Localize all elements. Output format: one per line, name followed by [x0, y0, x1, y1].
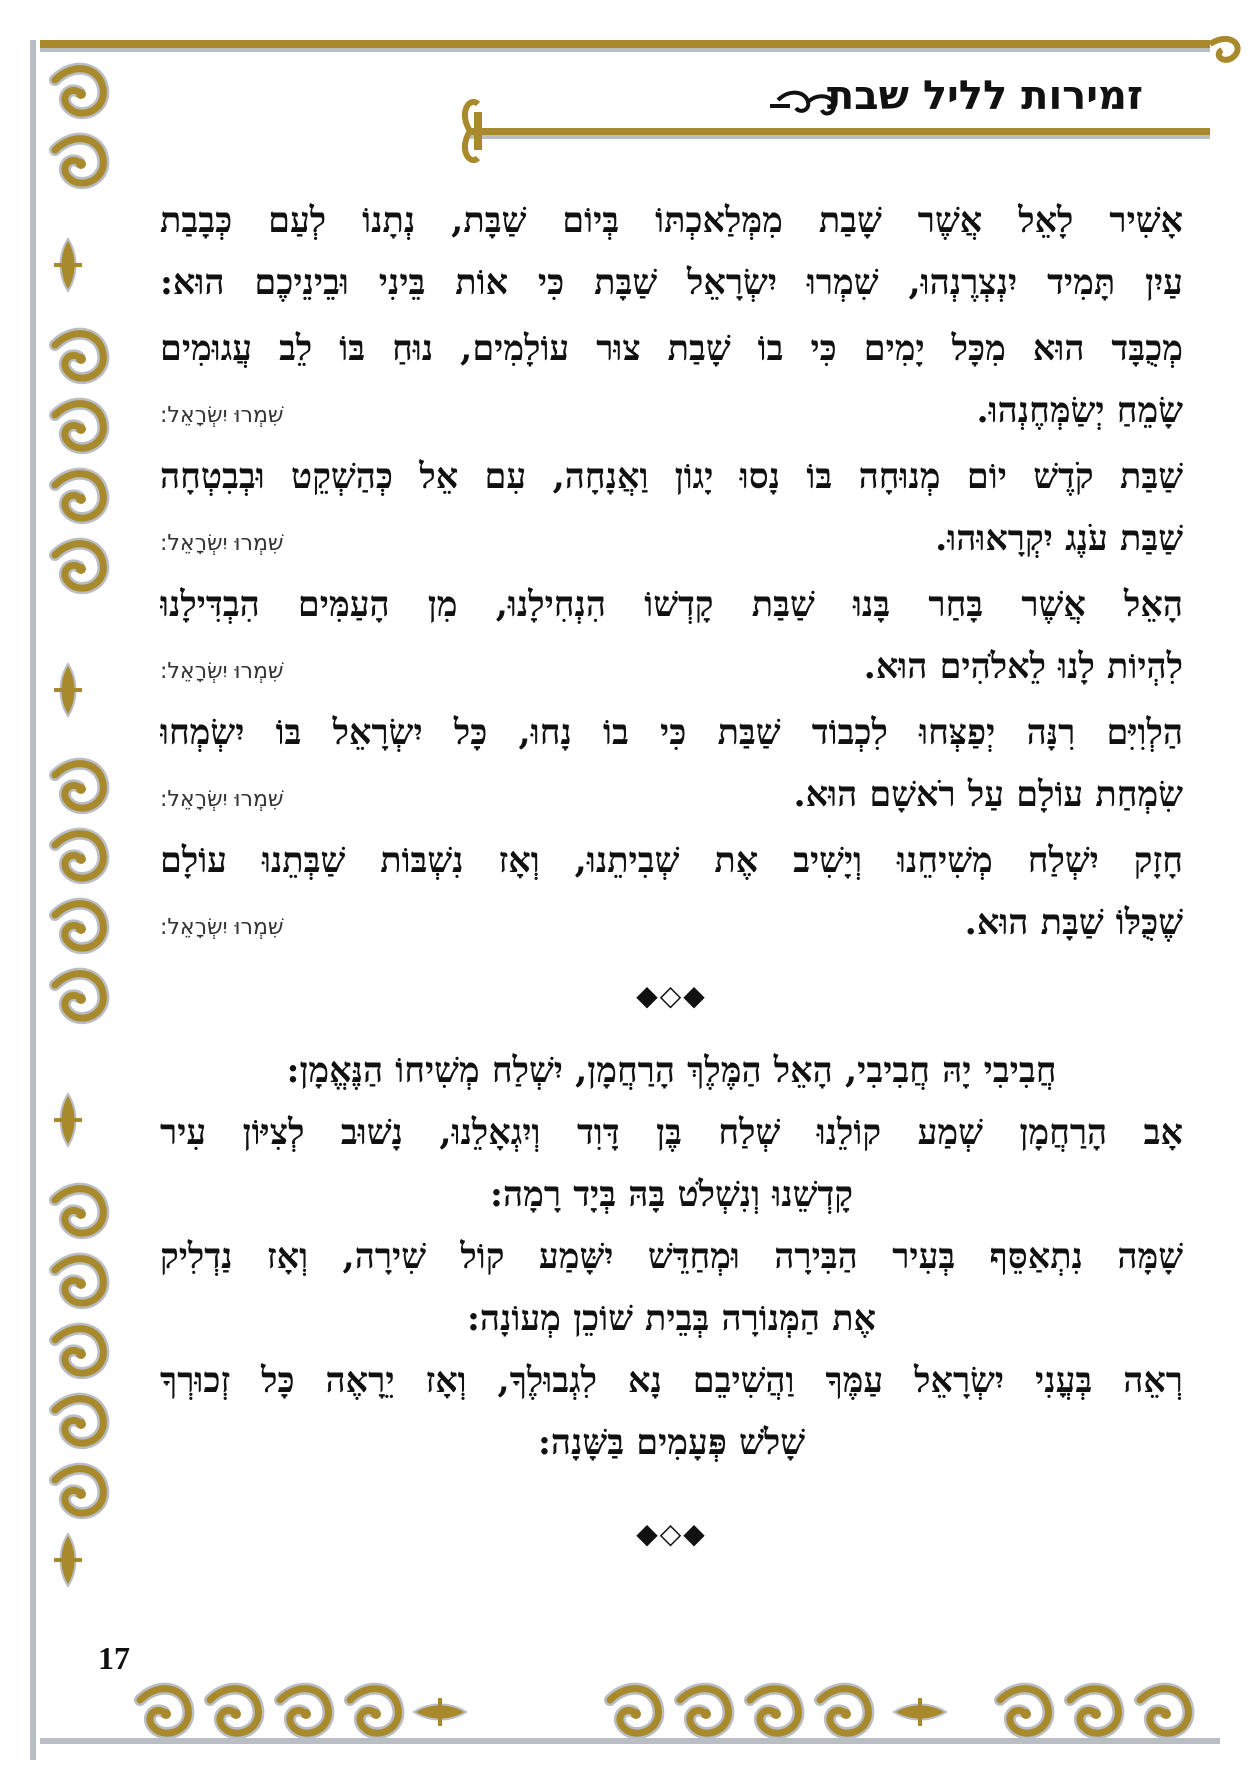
- refrain-cue: שִׁמְרוּ יִשְׂרָאֵל:: [160, 915, 284, 940]
- song-line: רְאֵה בְּעֳנִי יִשְׂרָאֵל עַמֶּךָ וַהֲשִׁיבֵם נָא לִגְבוּלֶךָ, וְאָז יֵרָאֶה כָּל זְכוּרְךָ: [160, 1360, 1183, 1401]
- section-divider-icon: ◆◇◆: [636, 1517, 707, 1550]
- song-line: אֶת הַמְּנוֹרָה בְּבֵית שׁוֹכֵן מְעוֹנָה:: [466, 1298, 877, 1339]
- stanza: [160, 702, 1183, 826]
- song-line: שָׁמָּה נִתְאַסֵּף בְּעִיר הַבִּירָה וּמְחַדֵּשׁ יִשָּׁמַע קוֹל שִׁירָה, וְאָז נַדְלִיק: [160, 1236, 1183, 1277]
- stanza-line: עַיִן תָּמִיד יִנְצְרֶנְהוּ, שִׁמְרוּ יִשְׂרָאֵל שַׁבָּת כִּי אוֹת בֵּינִי וּבֵינֵיכֶם הוּא:: [160, 262, 1183, 303]
- stanza-line: חָזָק יִשְׁלַח מְשִׁיחֵנוּ וְיָשִׁיב אֶת שְׁבִיתֵנוּ, וְאָז נִשְׁבּוֹת שַׁבְּתֵנוּ עוֹלָם: [160, 840, 1183, 881]
- stanza: [160, 318, 1183, 442]
- stanza-line: שִׂמְחַת עוֹלָם עַל רֹאשָׁם הוּא.: [793, 774, 1183, 815]
- refrain-cue: שִׁמְרוּ יִשְׂרָאֵל:: [160, 787, 284, 812]
- stanza-last-row: [160, 764, 1183, 826]
- stanza-line: לִהְיוֹת לָנוּ לֵאלֹהִים הוּא.: [863, 646, 1183, 687]
- song-line: חֲבִיבִי יָהּ חֲבִיבִי, הָאֵל הַמֶּלֶךְ הָרַחֲמָן, יִשְׁלַח מְשִׁיחוֹ הַנֶּאֱמָן:: [286, 1050, 1057, 1091]
- section-divider-icon: ◆◇◆: [636, 979, 707, 1012]
- stanza: [160, 830, 1183, 954]
- song-line: אָב הָרַחֲמָן שְׁמַע קוֹלֵנוּ שְׁלַח בֶּן דָּוִד וְיִגְאָלֵנוּ, נָשׁוּב לְצִיּוֹן עִיר: [160, 1112, 1183, 1153]
- stanza-line: שַׁבַּת קֹדֶשׁ יוֹם מְנוּחָה בּוֹ נָסוּ יָגוֹן וַאֲנָחָה, עִם אֵל כְּהַשְׁקֵט וּבְבִטְחָה: [160, 456, 1183, 497]
- page-number: 17: [98, 1640, 130, 1676]
- page-content: [160, 190, 1183, 1554]
- page-header-title: זמירות לליל שבת: [826, 73, 1143, 119]
- stanza: [160, 446, 1183, 570]
- bottom-border: [40, 1689, 1220, 1744]
- stanza-line: הַלְוִיִּם רִנָּה יְפַצְּחוּ לִכְבוֹד שַׁבַּת כִּי בוֹ נָחוּ, כָּל יִשְׂרָאֵל בּוֹ יִשְׂמְחוּ: [160, 712, 1183, 753]
- song-line: שָׁלֹשׁ פְּעָמִים בַּשָּׁנָה:: [538, 1422, 805, 1463]
- refrain-cue: שִׁמְרוּ יִשְׂרָאֵל:: [160, 659, 284, 684]
- stanza-line: אָשִׁיר לָאֵל אֲשֶׁר שָׁבַת מִמְּלַאכְתּוֹ בְּיוֹם שַׁבָּת, נְתָנוֹ לְעַם כְּבָבַת: [160, 200, 1183, 241]
- song-chavivi: [160, 1040, 1183, 1474]
- stanza-last-row: [160, 636, 1183, 698]
- left-border: [30, 40, 103, 1760]
- stanza-line: שָׂמֵחַ יְשַׂמְּחֶנְהוּ.: [976, 390, 1183, 431]
- song-line: קָדְשֵׁנוּ וְנִשְׁלֹט בָּהּ בְּיָד רָמָה:: [490, 1174, 853, 1215]
- refrain-cue: שִׁמְרוּ יִשְׂרָאֵל:: [160, 403, 284, 428]
- stanza-line: שַׁבַּת עֹנֶג יִקְרָאוּהוּ.: [935, 518, 1183, 559]
- stanza-last-row: [160, 380, 1183, 442]
- stanza-line: מְכֻבָּד הוּא מִכָּל יָמִים כִּי בוֹ שָׁבַת צוּר עוֹלָמִים, נוּחַ בּוֹ לֵב עֲגוּמִים: [160, 328, 1183, 369]
- stanza-line: שֶׁכֻּלּוֹ שַׁבָּת הוּא.: [964, 902, 1183, 943]
- stanza-line: הָאֵל אֲשֶׁר בָּחַר בָּנוּ שַׁבַּת קָדְשׁוֹ הִנְחִילָנוּ, מִן הָעַמִּים הִבְדִּילָנוּ: [160, 584, 1183, 625]
- refrain-cue: שִׁמְרוּ יִשְׂרָאֵל:: [160, 531, 284, 556]
- stanza: [160, 574, 1183, 698]
- stanza: [160, 190, 1183, 314]
- stanza-last-row: [160, 892, 1183, 954]
- stanza-last-row: [160, 508, 1183, 570]
- song-asher-lael: [160, 190, 1183, 954]
- top-border: [40, 39, 1238, 60]
